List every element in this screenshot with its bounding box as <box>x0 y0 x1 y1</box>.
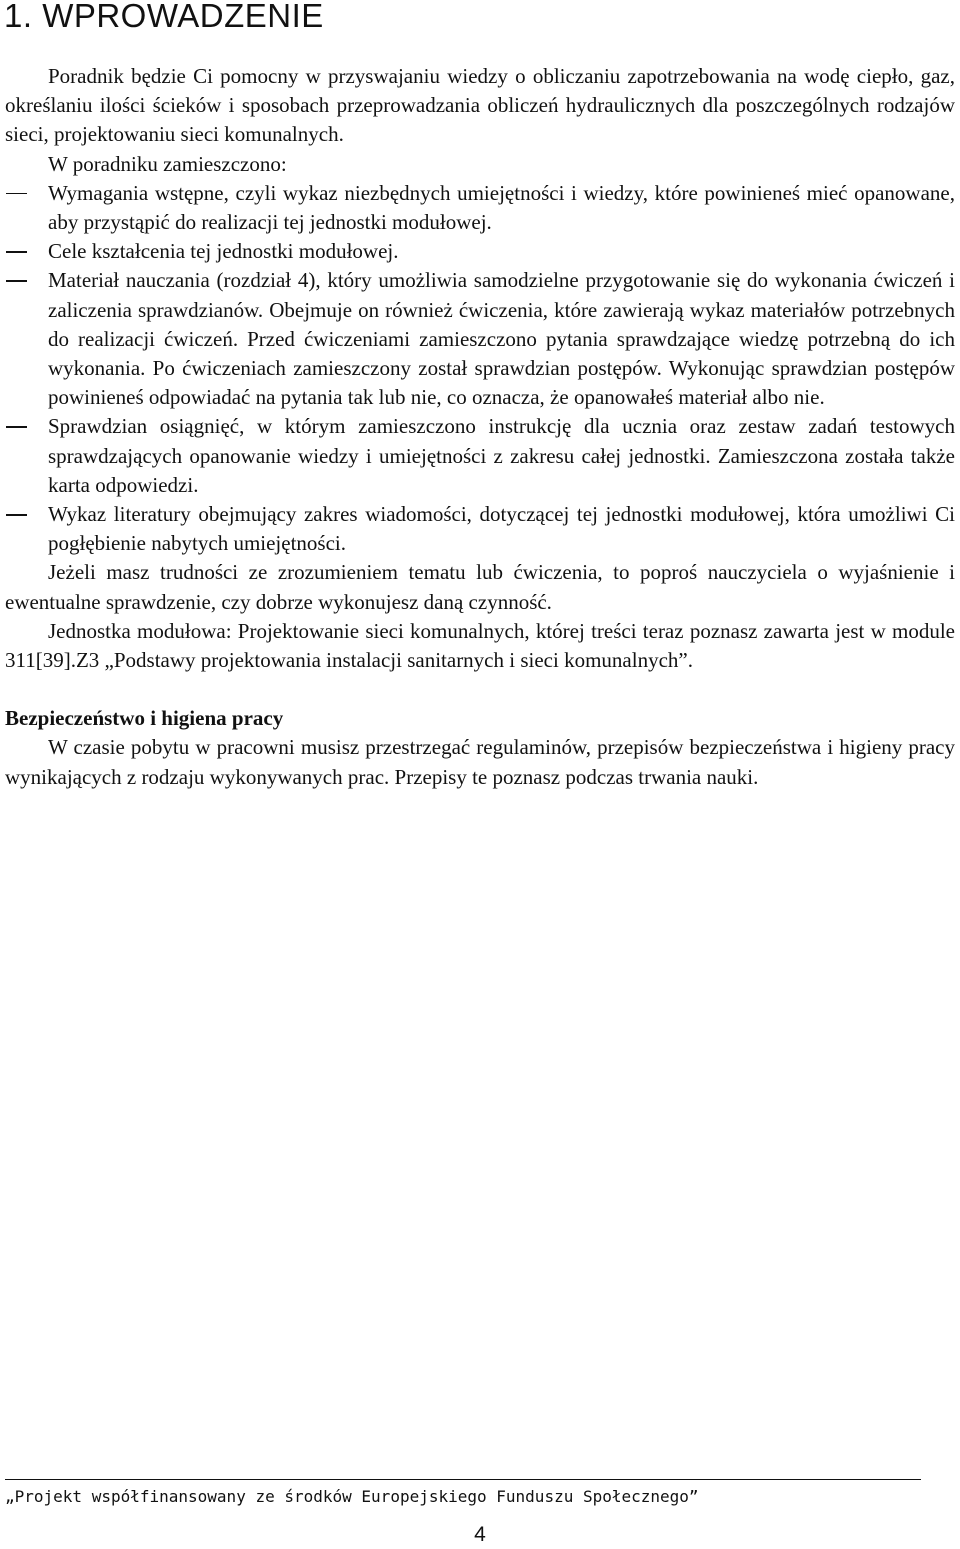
contents-lead: W poradniku zamieszczono: <box>48 151 287 176</box>
unit-info-paragraph: Jednostka modułowa: Projektowanie sieci komunalnych, której treści teraz poznasz zawarta jest w module 311[39].Z3 „Podstawy projektowania instalacji sanitarnych i sieci komunalnych”. <box>5 618 955 673</box>
dash-bullet-icon <box>6 251 27 253</box>
dash-bullet-icon <box>6 514 27 516</box>
safety-heading: Bezpieczeństwo i higiena pracy <box>5 706 284 731</box>
intro-paragraph: Poradnik będzie Ci pomocny w przyswajaniu wiedzy o obliczaniu zapotrzebowania na wodę ciepło, gaz, określaniu ilości ścieków i sposobach przeprowadzania obliczeń hydraulicznych dla poszczególnych rodzajów sieci, projektowaniu sieci komunalnych. <box>5 64 955 147</box>
list-item-text: Wymagania wstępne, czyli wykaz niezbędnych umiejętności i wiedzy, które powinieneś mieć opanowane, aby przystąpić do realizacji tej jednostki modułowej. <box>48 180 955 235</box>
dash-bullet-icon <box>6 193 27 195</box>
list-item-text: Materiał nauczania (rozdział 4), który umożliwia samodzielne przygotowanie się do wykonania ćwiczeń i zaliczenia sprawdzianów. Obejmuje on również ćwiczenia, które zawierają wykaz materiałów potrzebnych do realizacji ćwiczeń. Przed ćwiczeniami zamieszczono pytania sprawdzające wiedzę potrzebną do ich wykonania. Po ćwiczeniach zamieszczony został sprawdzian postępów. Wykonując sprawdzian postępów powinieneś odpowiadać na pytania tak lub nie, co oznacza, że opanowałeś materiał albo nie. <box>48 268 955 410</box>
list-item-text: Wykaz literatury obejmujący zakres wiadomości, dotyczącej tej jednostki modułowej, która umożliwi Ci pogłębienie nabytych umiejętności. <box>48 502 955 556</box>
list-item <box>5 266 955 412</box>
safety-paragraph: W czasie pobytu w pracowni musisz przestrzegać regulaminów, przepisów bezpieczeństwa i higieny pracy wynikających z rodzaju wykonywanych prac. Przepisy te poznasz podczas trwania nauki. <box>5 735 955 789</box>
list-item <box>5 500 955 558</box>
dash-bullet-icon <box>6 280 27 282</box>
list-item <box>5 237 955 266</box>
difficulties-paragraph: Jeżeli masz trudności ze zrozumieniem tematu lub ćwiczenia, to poproś nauczyciela o wyjaśnienie i ewentualne sprawdzenie, czy dobrze wykonujesz daną czynność. <box>5 560 955 614</box>
footer-divider <box>5 1479 921 1480</box>
dash-bullet-icon <box>6 426 27 428</box>
contents-list <box>5 179 955 559</box>
list-item <box>5 412 955 500</box>
list-item <box>5 179 955 237</box>
footer-funding-note: „Projekt współfinansowany ze środków Europejskiego Funduszu Społecznego” <box>5 1487 699 1506</box>
list-item-text: Cele kształcenia tej jednostki modułowej. <box>48 239 399 264</box>
chapter-title: 1. WPROWADZENIE <box>4 0 324 34</box>
document-body <box>5 62 955 792</box>
list-item-text: Sprawdzian osiągnięć, w którym zamieszczono instrukcję dla ucznia oraz zestaw zadań testowych sprawdzających opanowanie wiedzy i umiejętności z zakresu całej jednostki. Zamieszczona została także karta odpowiedzi. <box>48 414 955 497</box>
page-number: 4 <box>474 1523 486 1546</box>
